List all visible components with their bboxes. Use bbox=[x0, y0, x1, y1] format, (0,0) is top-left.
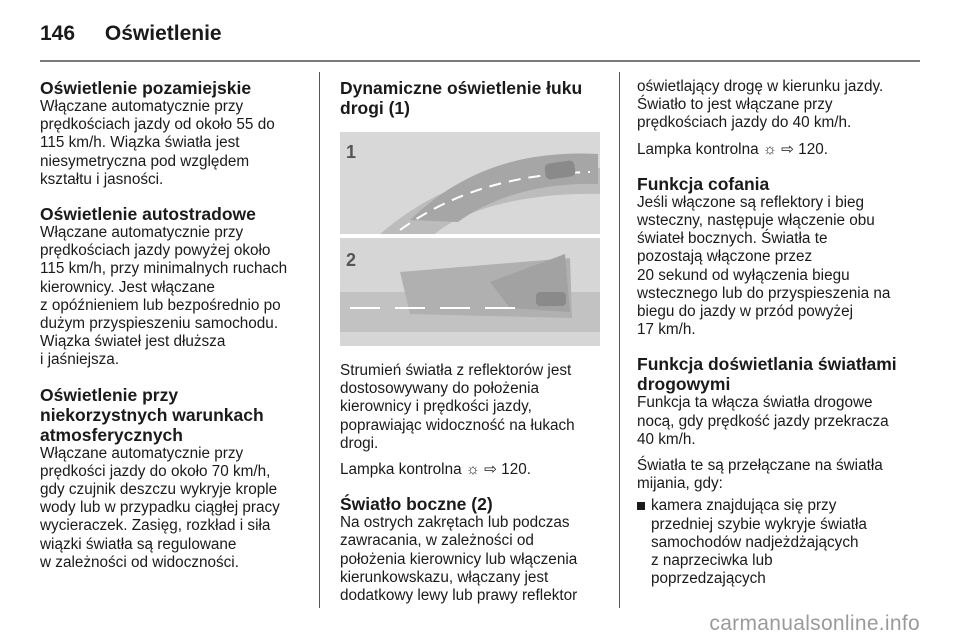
heading-line: drogi (1) bbox=[340, 98, 410, 118]
headlight-illustration bbox=[340, 132, 600, 346]
text-line: prędkości jazdy do około 70 km/h, bbox=[40, 462, 271, 480]
paragraph bbox=[340, 362, 605, 453]
text-line: 115 km/h. Wiązka światła jest bbox=[40, 134, 240, 152]
text-line: położenia kierownicy lub włączenia bbox=[340, 550, 578, 568]
text-line: Włączane automatycznie przy bbox=[40, 224, 244, 242]
column-divider bbox=[319, 72, 320, 608]
text-line: Wiązka świateł jest dłuższa bbox=[40, 333, 226, 351]
section-heading: Światło boczne (2) bbox=[340, 494, 493, 515]
text-line: wody lub w przypadku ciągłej pracy bbox=[40, 499, 280, 517]
section-heading bbox=[40, 385, 310, 445]
text-line: niesymetryczna pod względem bbox=[40, 152, 250, 170]
section-heading: Oświetlenie autostradowe bbox=[40, 204, 256, 225]
column-3 bbox=[637, 78, 927, 588]
heading-line: niekorzystnych warunkach bbox=[40, 404, 264, 425]
text-line: wstecznego lub do przyspieszenia na bbox=[637, 284, 891, 302]
text-line: poprzedzających bbox=[651, 570, 766, 588]
text-line: biegu do jazdy w przód powyżej bbox=[637, 303, 853, 321]
column-1 bbox=[40, 78, 310, 572]
text-line: dostosowywany do położenia bbox=[340, 380, 539, 398]
indicator-reference: Lampka kontrolna ☼ ⇨ 120. bbox=[637, 140, 828, 158]
text-line: samochodów nadjeżdżających bbox=[651, 533, 859, 551]
text-line: gdy czujnik deszczu wykryje krople bbox=[40, 481, 278, 499]
bullet-item bbox=[637, 497, 927, 588]
text-line: Włączane automatycznie przy bbox=[40, 444, 244, 462]
text-line: 20 sekund od wyłączenia biegu bbox=[637, 266, 850, 284]
chapter-title: Oświetlenie bbox=[104, 22, 222, 45]
text-line: przedniej szybie wykryje światła bbox=[651, 515, 867, 533]
text-line: kształtu i jasności. bbox=[40, 170, 164, 188]
text-line: poprawiając widoczność na łukach bbox=[340, 416, 575, 434]
text-line: prędkościach jazdy powyżej około bbox=[40, 242, 271, 260]
text-line: nocą, gdy prędkość jazdy przekracza bbox=[637, 412, 889, 430]
text-line: zawracania, w zależności od bbox=[340, 532, 534, 550]
text-line: pozostają włączone przez bbox=[637, 248, 813, 266]
paragraph bbox=[637, 194, 927, 340]
section-heading bbox=[340, 78, 605, 118]
text-line: 40 km/h. bbox=[637, 430, 696, 448]
header-rule bbox=[40, 60, 920, 62]
text-line: dodatkowy lewy lub prawy reflektor bbox=[340, 587, 578, 605]
paragraph bbox=[637, 394, 927, 449]
text-line: i jaśniejsza. bbox=[40, 351, 120, 369]
text-line: kierownicy i prędkości jazdy, bbox=[340, 398, 532, 416]
text-line: drogi. bbox=[340, 434, 379, 452]
text-line: oświetlający drogę w kierunku jazdy. bbox=[637, 78, 884, 95]
bullet-square-icon bbox=[637, 502, 645, 510]
text-line: wycieraczek. Zasięg, rozkład i siła bbox=[40, 517, 271, 535]
paragraph bbox=[40, 445, 310, 572]
paragraph bbox=[340, 514, 605, 605]
text-line: Funkcja ta włącza światła drogowe bbox=[637, 394, 873, 412]
text-line: kierownicy. Jest włączane bbox=[40, 278, 215, 296]
text-line: dużym przyspieszeniu samochodu. bbox=[40, 315, 279, 333]
text-line: wsteczny, następuje włączenie obu bbox=[637, 212, 875, 230]
paragraph bbox=[637, 78, 927, 133]
text-line: mijania, gdy: bbox=[637, 475, 723, 493]
heading-line: atmosferycznych bbox=[40, 424, 183, 445]
heading-line: drogowymi bbox=[637, 374, 731, 395]
indicator-reference: Lampka kontrolna ☼ ⇨ 120. bbox=[340, 461, 531, 479]
text-line: 17 km/h. bbox=[637, 321, 696, 339]
text-line: Światła te są przełączane na światła bbox=[637, 457, 883, 475]
text-line: Strumień światła z reflektorów jest bbox=[340, 362, 572, 379]
heading-line: Oświetlenie przy bbox=[40, 384, 179, 405]
figure-label-2: 2 bbox=[346, 250, 357, 270]
paragraph bbox=[40, 98, 310, 189]
text-line: świateł bocznych. Światła te bbox=[637, 230, 828, 248]
text-line: z opóźnieniem lub bezpośrednio po bbox=[40, 296, 281, 314]
paragraph bbox=[40, 224, 310, 370]
text-line: Światło to jest włączane przy bbox=[637, 96, 833, 114]
page-number: 146 bbox=[40, 22, 76, 45]
text-line: w zależności od widoczności. bbox=[40, 553, 239, 571]
page-header bbox=[40, 22, 222, 46]
text-line: kierunkowskazu, włączany jest bbox=[340, 568, 549, 586]
section-heading: Oświetlenie pozamiejskie bbox=[40, 78, 252, 98]
watermark: carmanualsonline.info bbox=[709, 612, 920, 635]
text-line: Na ostrych zakrętach lub podczas bbox=[340, 514, 570, 532]
text-line: 115 km/h, przy minimalnych ruchach bbox=[40, 260, 288, 278]
heading-line: Dynamiczne oświetlenie łuku bbox=[340, 78, 583, 98]
text-line: Jeśli włączone są reflektory i bieg bbox=[637, 193, 865, 211]
text-line: z naprzeciwka lub bbox=[651, 552, 773, 570]
text-line: prędkościach jazdy do 40 km/h. bbox=[637, 114, 852, 132]
figure-label-1: 1 bbox=[346, 142, 357, 162]
paragraph bbox=[637, 457, 927, 493]
column-2 bbox=[340, 78, 605, 605]
section-heading bbox=[637, 354, 927, 394]
text-line: prędkościach jazdy od około 55 do bbox=[40, 116, 275, 134]
section-heading: Funkcja cofania bbox=[637, 173, 770, 194]
heading-line: Funkcja doświetlania światłami bbox=[637, 354, 897, 375]
text-line: Włączane automatycznie przy bbox=[40, 98, 244, 115]
text-line: wiązki światła są regulowane bbox=[40, 535, 237, 553]
text-line: kamera znajdująca się przy bbox=[651, 497, 837, 515]
column-divider bbox=[619, 72, 620, 608]
